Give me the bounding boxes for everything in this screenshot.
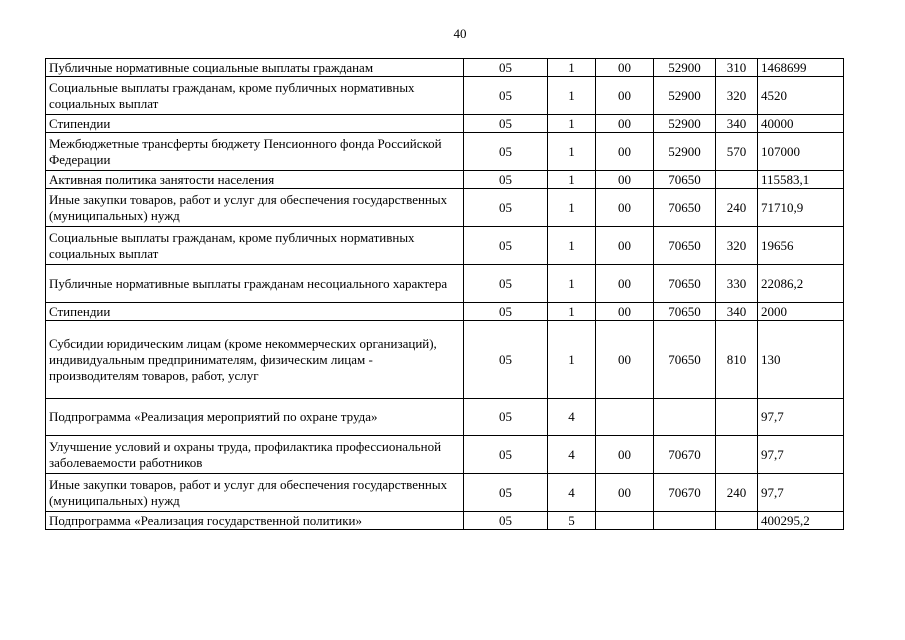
amount-cell: 40000 — [758, 115, 844, 133]
table-row — [46, 399, 844, 436]
table-row — [46, 115, 844, 133]
target-code-cell: 70650 — [654, 303, 716, 321]
amount-cell: 97,7 — [758, 474, 844, 512]
program-code-cell: 1 — [548, 59, 596, 77]
program-code-cell: 1 — [548, 227, 596, 265]
subprogram-code-cell: 00 — [596, 227, 654, 265]
section-code-cell: 05 — [464, 399, 548, 436]
program-code-cell: 4 — [548, 474, 596, 512]
row-name-cell: Межбюджетные трансферты бюджету Пенсионного фонда Российской Федерации — [46, 133, 464, 171]
subprogram-code-cell: 00 — [596, 77, 654, 115]
program-code-cell: 4 — [548, 399, 596, 436]
table-row — [46, 189, 844, 227]
amount-cell: 97,7 — [758, 399, 844, 436]
row-name-cell: Публичные нормативные выплаты гражданам несоциального характера — [46, 265, 464, 303]
section-code-cell: 05 — [464, 77, 548, 115]
amount-cell: 107000 — [758, 133, 844, 171]
section-code-cell: 05 — [464, 265, 548, 303]
target-code-cell: 52900 — [654, 59, 716, 77]
table-row — [46, 133, 844, 171]
subprogram-code-cell: 00 — [596, 303, 654, 321]
expense-type-cell — [716, 436, 758, 474]
row-name-cell: Активная политика занятости населения — [46, 171, 464, 189]
row-name-cell: Иные закупки товаров, работ и услуг для обеспечения государственных (муниципальных) нужд — [46, 474, 464, 512]
table-row — [46, 59, 844, 77]
table-row — [46, 512, 844, 530]
section-code-cell: 05 — [464, 512, 548, 530]
amount-cell: 115583,1 — [758, 171, 844, 189]
amount-cell: 1468699 — [758, 59, 844, 77]
row-name-cell: Стипендии — [46, 115, 464, 133]
expense-type-cell — [716, 399, 758, 436]
page-number: 40 — [453, 26, 467, 41]
table-row — [46, 227, 844, 265]
row-name-cell: Социальные выплаты гражданам, кроме публичных нормативных социальных выплат — [46, 77, 464, 115]
target-code-cell: 70650 — [654, 171, 716, 189]
table-row — [46, 474, 844, 512]
subprogram-code-cell: 00 — [596, 59, 654, 77]
table-row — [46, 77, 844, 115]
expense-type-cell: 810 — [716, 321, 758, 399]
budget-table — [45, 58, 844, 530]
expense-type-cell: 240 — [716, 474, 758, 512]
program-code-cell: 1 — [548, 171, 596, 189]
subprogram-code-cell: 00 — [596, 189, 654, 227]
section-code-cell: 05 — [464, 59, 548, 77]
subprogram-code-cell: 00 — [596, 265, 654, 303]
subprogram-code-cell: 00 — [596, 474, 654, 512]
row-name-cell: Иные закупки товаров, работ и услуг для обеспечения государственных (муниципальных) нужд — [46, 189, 464, 227]
target-code-cell: 52900 — [654, 115, 716, 133]
target-code-cell: 70650 — [654, 227, 716, 265]
subprogram-code-cell: 00 — [596, 171, 654, 189]
row-name-cell: Публичные нормативные социальные выплаты гражданам — [46, 59, 464, 77]
expense-type-cell: 340 — [716, 303, 758, 321]
amount-cell: 400295,2 — [758, 512, 844, 530]
subprogram-code-cell: 00 — [596, 436, 654, 474]
expense-type-cell — [716, 171, 758, 189]
section-code-cell: 05 — [464, 189, 548, 227]
expense-type-cell: 340 — [716, 115, 758, 133]
program-code-cell: 1 — [548, 77, 596, 115]
row-name-cell: Стипендии — [46, 303, 464, 321]
target-code-cell: 70650 — [654, 265, 716, 303]
table-row — [46, 265, 844, 303]
target-code-cell: 70650 — [654, 321, 716, 399]
section-code-cell: 05 — [464, 436, 548, 474]
program-code-cell: 1 — [548, 265, 596, 303]
row-name-cell: Подпрограмма «Реализация государственной политики» — [46, 512, 464, 530]
row-name-cell: Субсидии юридическим лицам (кроме некоммерческих организаций), индивидуальным предпринимателям, физическим лицам - производителям товаров, работ, услуг — [46, 321, 464, 399]
program-code-cell: 5 — [548, 512, 596, 530]
program-code-cell: 1 — [548, 115, 596, 133]
amount-cell: 4520 — [758, 77, 844, 115]
target-code-cell: 52900 — [654, 77, 716, 115]
section-code-cell: 05 — [464, 303, 548, 321]
row-name-cell: Улучшение условий и охраны труда, профилактика профессиональной заболеваемости работников — [46, 436, 464, 474]
section-code-cell: 05 — [464, 227, 548, 265]
table-row — [46, 303, 844, 321]
section-code-cell: 05 — [464, 171, 548, 189]
program-code-cell: 1 — [548, 321, 596, 399]
table-row — [46, 436, 844, 474]
target-code-cell: 70650 — [654, 189, 716, 227]
row-name-cell: Подпрограмма «Реализация мероприятий по охране труда» — [46, 399, 464, 436]
section-code-cell: 05 — [464, 474, 548, 512]
target-code-cell — [654, 512, 716, 530]
budget-table-body — [46, 59, 844, 530]
expense-type-cell — [716, 512, 758, 530]
target-code-cell: 70670 — [654, 436, 716, 474]
expense-type-cell: 310 — [716, 59, 758, 77]
row-name-cell: Социальные выплаты гражданам, кроме публичных нормативных социальных выплат — [46, 227, 464, 265]
section-code-cell: 05 — [464, 133, 548, 171]
program-code-cell: 4 — [548, 436, 596, 474]
program-code-cell: 1 — [548, 189, 596, 227]
target-code-cell: 52900 — [654, 133, 716, 171]
amount-cell: 71710,9 — [758, 189, 844, 227]
expense-type-cell: 240 — [716, 189, 758, 227]
target-code-cell — [654, 399, 716, 436]
table-row — [46, 171, 844, 189]
expense-type-cell: 320 — [716, 227, 758, 265]
section-code-cell: 05 — [464, 321, 548, 399]
amount-cell: 22086,2 — [758, 265, 844, 303]
subprogram-code-cell: 00 — [596, 115, 654, 133]
expense-type-cell: 330 — [716, 265, 758, 303]
section-code-cell: 05 — [464, 115, 548, 133]
amount-cell: 130 — [758, 321, 844, 399]
subprogram-code-cell — [596, 399, 654, 436]
expense-type-cell: 320 — [716, 77, 758, 115]
amount-cell: 2000 — [758, 303, 844, 321]
subprogram-code-cell — [596, 512, 654, 530]
table-row — [46, 321, 844, 399]
amount-cell: 19656 — [758, 227, 844, 265]
program-code-cell: 1 — [548, 303, 596, 321]
subprogram-code-cell: 00 — [596, 133, 654, 171]
target-code-cell: 70670 — [654, 474, 716, 512]
subprogram-code-cell: 00 — [596, 321, 654, 399]
expense-type-cell: 570 — [716, 133, 758, 171]
amount-cell: 97,7 — [758, 436, 844, 474]
program-code-cell: 1 — [548, 133, 596, 171]
